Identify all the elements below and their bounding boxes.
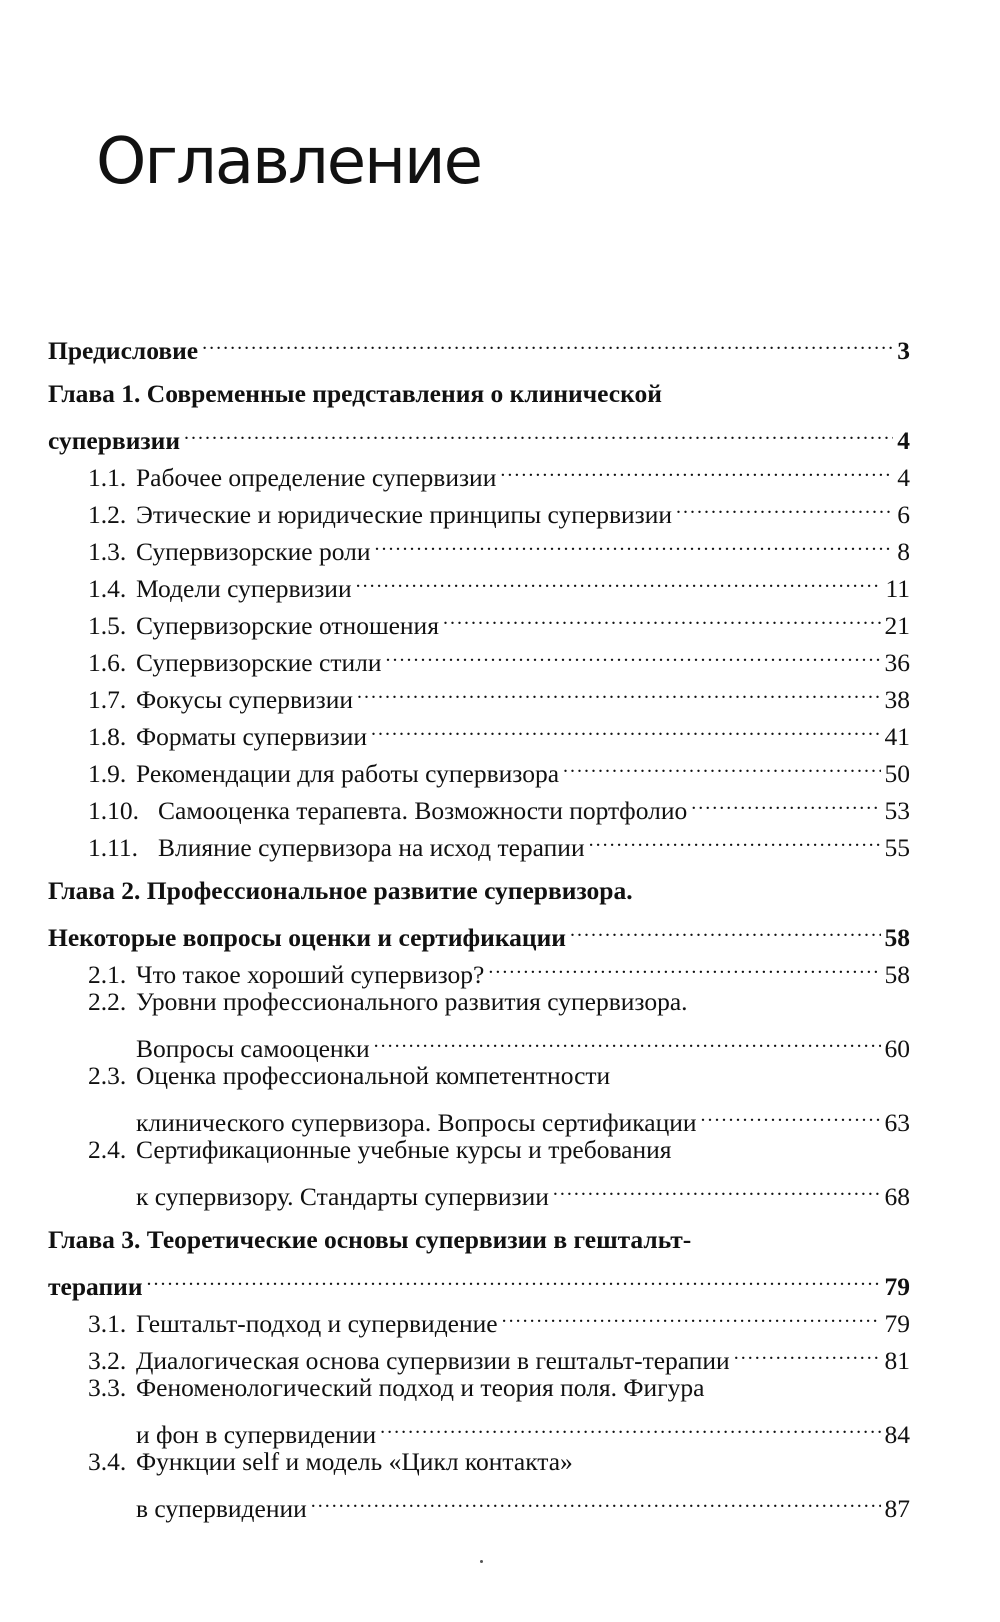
section-title-continued: и фон в супервидении: [136, 1420, 377, 1449]
section-title: Сертификационные учебные курсы и требования: [136, 1135, 672, 1164]
page-number: 6: [897, 500, 910, 529]
dot-leader: [443, 597, 881, 634]
dot-leader: [357, 671, 881, 708]
dot-leader: [385, 634, 880, 671]
section-title: Гештальт-подход и супервидение: [136, 1309, 498, 1338]
section-title: Рекомендации для работы супервизора: [136, 759, 560, 788]
section-number: 1.1.: [88, 463, 127, 492]
dot-leader: [380, 1406, 880, 1443]
section-number: 2.2.: [88, 987, 127, 1016]
dot-leader: [676, 486, 893, 523]
section-title: Диалогическая основа супервизии в гештальт-терапии: [136, 1346, 730, 1375]
dot-leader: [553, 1168, 881, 1205]
page-number: 60: [884, 1034, 910, 1063]
section-number: 1.8.: [88, 722, 127, 751]
dot-leader: [570, 909, 881, 946]
dot-leader: [502, 1295, 881, 1332]
toc-entry-section-2-4[interactable]: [48, 1131, 910, 1211]
section-title: Самооценка терапевта. Возможности портфолио: [158, 796, 688, 825]
page-number: 4: [897, 426, 910, 455]
page-number: 50: [884, 759, 910, 788]
page-number: 8: [897, 537, 910, 566]
section-number: 2.3.: [88, 1061, 127, 1090]
chapter-title-line-2: Некоторые вопросы оценки и сертификации: [48, 923, 566, 952]
page-number: 38: [884, 685, 910, 714]
section-title: Фокусы супервизии: [136, 685, 353, 714]
dot-leader: [734, 1332, 881, 1369]
page-number: 63: [884, 1108, 910, 1137]
toc-entry-chapter-2[interactable]: [48, 872, 910, 952]
page-number: 81: [884, 1346, 910, 1375]
section-title-continued: Вопросы самооценки: [136, 1034, 370, 1063]
chapter-title-line-1: Глава 3. Теоретические основы супервизии в гештальт-: [48, 1225, 692, 1254]
entry-title: Предисловие: [48, 336, 199, 365]
dot-leader: [701, 1094, 881, 1131]
section-number: 3.1.: [88, 1309, 127, 1338]
section-number: 2.4.: [88, 1135, 127, 1164]
section-number: 3.3.: [88, 1373, 127, 1402]
page-number: 11: [885, 574, 910, 603]
dot-leader: [184, 412, 893, 449]
section-number: 1.10.: [88, 796, 139, 825]
section-number: 1.5.: [88, 611, 127, 640]
toc-entry-section-3-4[interactable]: [48, 1443, 910, 1523]
page-number: 87: [884, 1494, 910, 1523]
dot-leader: [202, 322, 893, 359]
table-of-contents: [48, 322, 910, 1523]
section-title-continued: в супервидении: [136, 1494, 307, 1523]
page-number: 58: [884, 923, 910, 952]
chapter-title-line-2: супервизии: [48, 426, 181, 455]
section-title: Что такое хороший супервизор?: [136, 960, 485, 989]
toc-entry-chapter-1[interactable]: [48, 375, 910, 455]
page-speck: [480, 1560, 483, 1563]
section-title: Влияние супервизора на исход терапии: [158, 833, 585, 862]
page-number: 79: [884, 1309, 910, 1338]
chapter-title-line-1: Глава 1. Современные представления о клинической: [48, 379, 662, 408]
dot-leader: [371, 708, 880, 745]
section-title: Супервизорские отношения: [136, 611, 439, 640]
toc-entry-section-3-3[interactable]: [48, 1369, 910, 1449]
section-title: Форматы супервизии: [136, 722, 368, 751]
dot-leader: [500, 449, 893, 486]
section-title-continued: к супервизору. Стандарты супервизии: [136, 1182, 549, 1211]
dot-leader: [147, 1258, 881, 1295]
chapter-title-line-2: терапии: [48, 1272, 143, 1301]
section-number: 1.7.: [88, 685, 127, 714]
page-number: 55: [884, 833, 910, 862]
section-number: 3.4.: [88, 1447, 127, 1476]
section-title: Оценка профессиональной компетентности: [136, 1061, 611, 1090]
page-number: 84: [884, 1420, 910, 1449]
section-number: 1.11.: [88, 833, 139, 862]
section-title: Супервизорские роли: [136, 537, 371, 566]
page-number: 41: [884, 722, 910, 751]
chapter-title-line-1: Глава 2. Профессиональное развитие супервизора.: [48, 876, 633, 905]
section-number: 1.2.: [88, 500, 127, 529]
page-number: 4: [897, 463, 910, 492]
section-number: 1.4.: [88, 574, 127, 603]
section-title: Уровни профессионального развития супервизора.: [136, 987, 688, 1016]
section-title-continued: клинического супервизора. Вопросы сертификации: [136, 1108, 697, 1137]
section-title: Функции self и модель «Цикл контакта»: [136, 1447, 573, 1476]
dot-leader: [488, 946, 880, 983]
page-number: 68: [884, 1182, 910, 1211]
dot-leader: [374, 1020, 881, 1057]
page-number: 79: [884, 1272, 910, 1301]
dot-leader: [691, 782, 880, 819]
section-number: 1.3.: [88, 537, 127, 566]
dot-leader: [356, 560, 882, 597]
section-title: Супервизорские стили: [136, 648, 382, 677]
dot-leader: [375, 523, 894, 560]
page-number: 53: [884, 796, 910, 825]
page-number: 58: [884, 960, 910, 989]
page-number: 3: [897, 336, 910, 365]
toc-entry-section-2-3[interactable]: [48, 1057, 910, 1137]
toc-entry-preface[interactable]: [48, 322, 910, 365]
section-number: 1.9.: [88, 759, 127, 788]
page-title: Оглавление: [96, 125, 481, 199]
section-title: Рабочее определение супервизии: [136, 463, 497, 492]
section-number: 3.2.: [88, 1346, 127, 1375]
toc-entry-section-3-1[interactable]: [48, 1295, 910, 1338]
toc-entry-chapter-3[interactable]: [48, 1221, 910, 1301]
section-title: Этические и юридические принципы супервизии: [136, 500, 672, 529]
section-number: 1.6.: [88, 648, 127, 677]
page-number: 36: [884, 648, 910, 677]
dot-leader: [311, 1480, 881, 1517]
toc-entry-section-2-2[interactable]: [48, 983, 910, 1063]
page-number: 21: [884, 611, 910, 640]
dot-leader: [563, 745, 880, 782]
section-title: Модели супервизии: [136, 574, 352, 603]
section-title: Феноменологический подход и теория поля. Фигура: [136, 1373, 705, 1402]
section-number: 2.1.: [88, 960, 127, 989]
dot-leader: [589, 819, 881, 856]
